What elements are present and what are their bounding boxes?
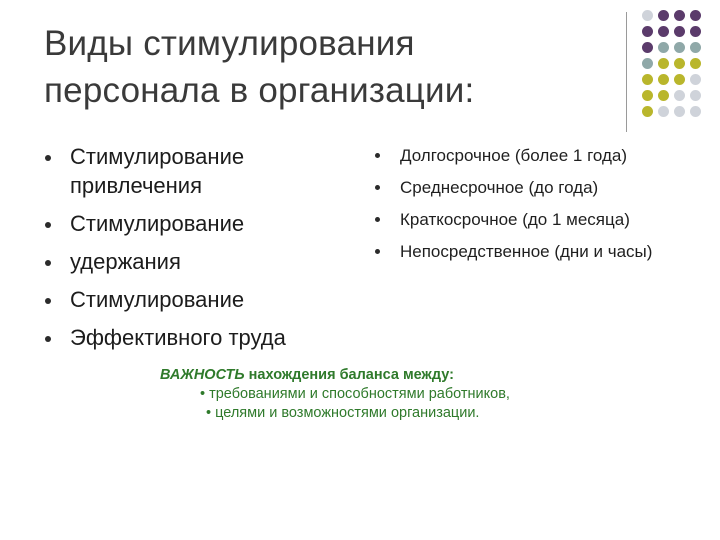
bullet-icon	[375, 153, 380, 158]
list-item-text: Стимулирование	[70, 211, 245, 236]
title-line-1: Виды стимулирования	[44, 24, 415, 63]
list-item	[372, 143, 672, 169]
decorative-dot	[674, 74, 685, 85]
title-line-2: персонала в организации:	[44, 71, 475, 110]
decorative-dot	[658, 10, 669, 21]
list-item-text: Непосредственное (дни и часы)	[400, 242, 653, 261]
bullet-icon	[45, 155, 51, 161]
vertical-divider	[626, 12, 627, 132]
decorative-dot	[674, 106, 685, 117]
list-item-text: Стимулирование	[70, 287, 245, 312]
bullet-icon	[45, 260, 51, 266]
decorative-dot	[674, 26, 685, 37]
bullet-icon	[45, 222, 51, 228]
decorative-dot	[674, 90, 685, 101]
decorative-dot	[658, 58, 669, 69]
list-item	[42, 323, 342, 352]
decorative-dot	[690, 58, 701, 69]
bullet-icon	[45, 336, 51, 342]
duration-types-list	[372, 143, 672, 271]
bullet-icon	[375, 249, 380, 254]
decorative-dot	[658, 74, 669, 85]
bullet-icon	[375, 185, 380, 190]
decorative-dot	[642, 58, 653, 69]
list-item-text: Эффективного труда	[70, 325, 286, 350]
note-heading-rest: нахождения баланса между:	[244, 367, 454, 383]
list-item	[42, 209, 342, 238]
decorative-dot	[658, 90, 669, 101]
list-item	[372, 175, 672, 201]
balance-note	[160, 366, 600, 423]
decorative-dot	[658, 106, 669, 117]
stimulation-types-list	[42, 142, 342, 361]
decorative-dot	[690, 74, 701, 85]
decorative-dot	[642, 106, 653, 117]
decorative-dot	[690, 42, 701, 53]
decorative-dot	[674, 58, 685, 69]
decorative-dot	[674, 42, 685, 53]
list-item	[372, 239, 672, 265]
decorative-dot	[690, 106, 701, 117]
decorative-dot	[690, 10, 701, 21]
bullet-icon	[375, 217, 380, 222]
note-item: • требованиями и способностями работников,	[200, 386, 510, 402]
list-item-text: удержания	[70, 249, 181, 274]
list-item	[372, 207, 672, 233]
decorative-dot	[642, 74, 653, 85]
list-item-text: Краткосрочное (до 1 месяца)	[400, 210, 630, 229]
decorative-dot	[642, 10, 653, 21]
decorative-dot-grid	[642, 10, 720, 120]
decorative-dot	[658, 42, 669, 53]
list-item	[42, 285, 342, 314]
list-item-text: Долгосрочное (более 1 года)	[400, 146, 628, 165]
list-item	[42, 142, 342, 200]
decorative-dot	[658, 26, 669, 37]
note-item: • целями и возможностями организации.	[206, 405, 480, 421]
list-item	[42, 247, 342, 276]
bullet-icon	[45, 298, 51, 304]
note-heading	[160, 366, 600, 385]
decorative-dot	[642, 42, 653, 53]
decorative-dot	[690, 26, 701, 37]
decorative-dot	[642, 26, 653, 37]
list-item-text: Среднесрочное (до года)	[400, 178, 599, 197]
slide-title	[44, 20, 604, 114]
decorative-dot	[690, 90, 701, 101]
list-item-text: Стимулирование привлечения	[70, 144, 245, 198]
decorative-dot	[674, 10, 685, 21]
decorative-dot	[642, 90, 653, 101]
note-heading-strong: ВАЖНОСТЬ	[160, 367, 245, 383]
